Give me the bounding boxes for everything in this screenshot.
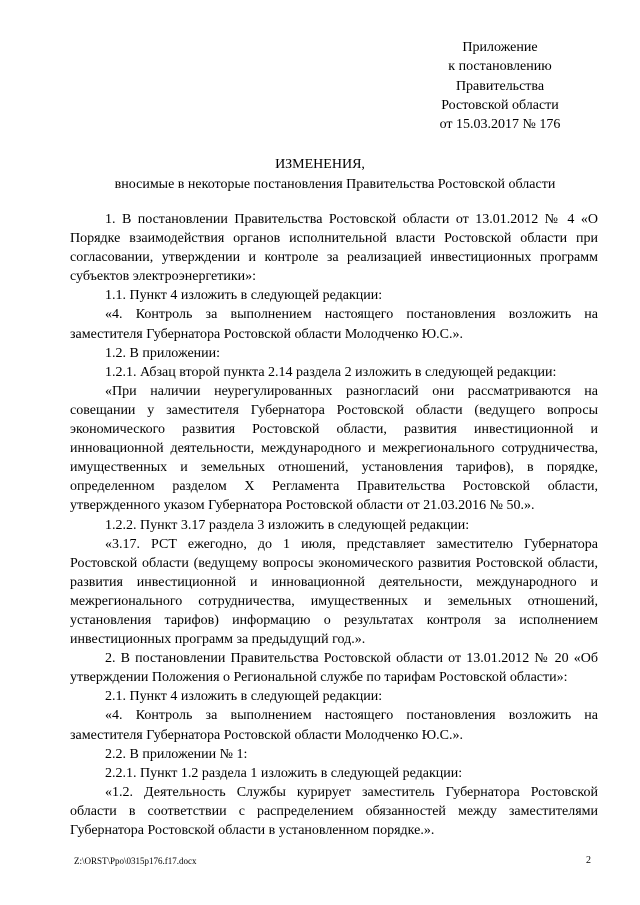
paragraph: 2.2.1. Пункт 1.2 раздела 1 изложить в следующей редакции: — [105, 765, 463, 781]
appendix-header — [400, 38, 600, 134]
appendix-line: Правительства — [455, 78, 545, 94]
paragraph: 1.2.1. Абзац второй пункта 2.14 раздела 2 изложить в следующей редакции: — [105, 364, 557, 380]
appendix-date-line: от 15.03.2017 № 176 — [439, 117, 561, 133]
appendix-line: Ростовской области — [441, 97, 559, 113]
appendix-line: к постановлению — [448, 59, 552, 75]
footer-file-path: Z:\ORST\Ppo\0315p176.f17.docx — [74, 856, 197, 866]
paragraph: «3.17. РСТ ежегодно, до 1 июля, представляет заместителю Губернатора Ростовской области (ведущему вопросы экономического развития Ростовской области, развития инвестиционной и инновационной деятельности, международного и межрегионального сотрудничества, имущественных и земельных отношений, установления тарифов) информацию о результатах контроля за исполнением инвестиционных программ за предыдущий год.». — [70, 536, 598, 648]
paragraph: «4. Контроль за выполнением настоящего постановления возложить на заместителя Губернатора Ростовской области Молодченко Ю.С.». — [70, 307, 598, 342]
paragraph: «При наличии неурегулированных разногласий они рассматриваются на совещании у заместителя Губернатора Ростовской области (ведущего вопросы экономического развития Ростовской области, развития инвестиционной и инновационной деятельности, международного и межрегионального сотрудничества, имущественных и земельных отношений, установления тарифов), в порядке, определенном разделом X Регламента Правительства Ростовской области, утвержденного указом Губернатора Ростовской области от 21.03.2016 № 50.». — [70, 383, 598, 514]
paragraph: «4. Контроль за выполнением настоящего постановления возложить на заместителя Губернатора Ростовской области Молодченко Ю.С.». — [70, 708, 598, 743]
paragraph: «1.2. Деятельность Службы курирует заместитель Губернатора Ростовской области в соответствии с распределением обязанностей между заместителями Губернатора Ростовской области в установленном порядке.». — [70, 784, 598, 838]
paragraph: 1.2.2. Пункт 3.17 раздела 3 изложить в следующей редакции: — [105, 517, 470, 533]
paragraph: 2. В постановлении Правительства Ростовской области от 13.01.2012 № 20 «Об утверждении Положения о Региональной службе по тарифам Ростовской области»: — [70, 651, 598, 686]
appendix-line: Приложение — [462, 40, 538, 55]
document-title: ИЗМЕНЕНИЯ, — [275, 157, 365, 172]
paragraph: 1.2. В приложении: — [105, 345, 221, 361]
page-number: 2 — [586, 855, 591, 866]
document-subtitle: вносимые в некоторые постановления Правительства Ростовской области — [114, 177, 556, 192]
document-body — [70, 210, 598, 840]
paragraph: 1.1. Пункт 4 изложить в следующей редакции: — [105, 288, 383, 304]
paragraph: 2.2. В приложении № 1: — [105, 746, 248, 762]
paragraph: 1. В постановлении Правительства Ростовской области от 13.01.2012 № 4 «О Порядке взаимодействия органов исполнительной власти Ростовской области при согласовании, утверждении и контроле за реализацией инвестиционных программ субъектов электроэнергетики»: — [70, 212, 598, 285]
paragraph: 2.1. Пункт 4 изложить в следующей редакции: — [105, 689, 383, 705]
